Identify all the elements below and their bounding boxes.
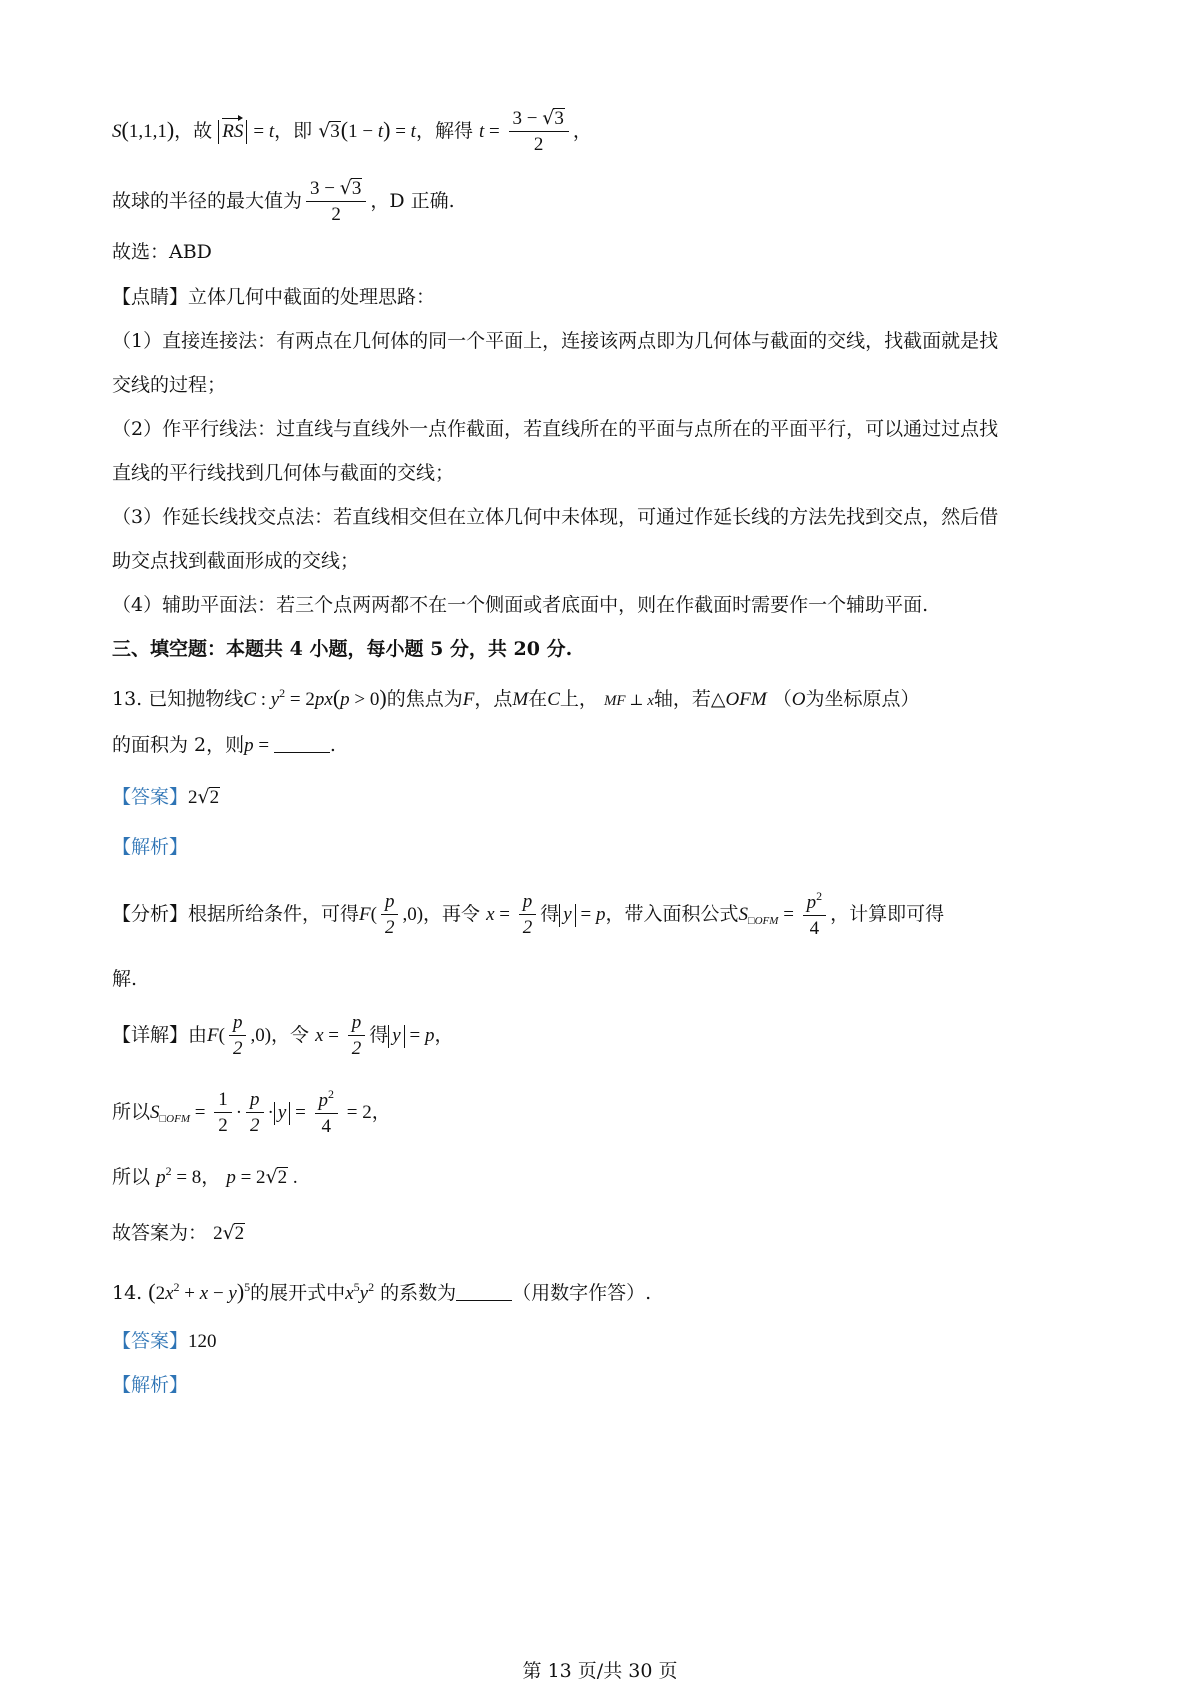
line-solution-t: S(1,1,1)，故 RS = t，即 √3(1 − t) = t，解得 t = $\frac{3 - √3}{2}$ ， — [112, 107, 592, 155]
question-13-cont: 的面积为 2，则p = . — [112, 734, 336, 756]
page-footer: 第 13 页/共 30 页 — [522, 1660, 678, 1682]
question-14: 14. $(2x^2 + x - y)^5$的展开式中$x^5y^2$ 的系数为 （用数字作答）. — [112, 1279, 652, 1304]
question-13: 13. 已知抛物线C : $y^2 = 2px(p > 0)$的焦点为F，点M在C上， MF ⊥ x轴，若△OFM （O为坐标原点） — [112, 685, 920, 710]
line-method-2-cont: 直线的平行线找到几何体与截面的交线； — [112, 462, 455, 484]
line-max-radius: 故球的半径的最大值为 $\frac{3 - √3}{2}$ ，D 正确. — [112, 177, 455, 225]
answer-13: 【答案】2√2 — [112, 786, 220, 808]
xiangjie-13-result: 所以 $p^2 = 8$， p = 2√2 . — [112, 1164, 298, 1188]
line-dianjing: 【点睛】立体几何中截面的处理思路： — [112, 286, 436, 308]
line-method-2: （2）作平行线法：过直线与直线外一点作截面，若直线所在的平面与点所在的平面平行，可以通过过点找 — [112, 418, 999, 440]
fenxi-13-cont: 解. — [112, 968, 138, 990]
xiangjie-13: 【详解】由F( $\frac{p}{2}$ ,0)，令 x = $\frac{p}{2}$ 得 y = p， — [112, 1012, 454, 1059]
xiangjie-13-area: 所以$S_{□OFM}$ = $\frac{1}{2}$ · $\frac{p}{2}$ · y = $\frac{p^2}{4}$ = 2， — [112, 1087, 391, 1137]
line-method-3-cont: 助交点找到截面形成的交线； — [112, 550, 360, 572]
line-method-1-cont: 交线的过程； — [112, 374, 227, 396]
text-ji: ，即 — [274, 119, 313, 142]
fraction-radius: $\frac{3 - √3}{2}$ — [306, 178, 366, 226]
fenxi-13: 【分析】根据所给条件，可得F( $\frac{p}{2}$ ,0)，再令 x = $\frac{p}{2}$ 得 y = p，带入面积公式$S_{□OFM}$ = $\frac{p^2}{4}$ ，计算即可得 — [112, 889, 945, 939]
section-heading: 三、填空题：本题共 4 小题，每小题 5 分，共 20 分. — [112, 638, 573, 660]
final-answer-13: 故答案为： 2√2 — [112, 1222, 245, 1244]
answer-blank-14 — [456, 1300, 512, 1301]
line-method-3: （3）作延长线找交点法：若直线相交但在立体几何中未体现，可通过作延长线的方法先找到交点，然后借 — [112, 506, 999, 528]
analysis-tag-14: 【解析】 — [112, 1374, 189, 1396]
line-method-1: （1）直接连接法：有两点在几何体的同一个平面上，连接该两点即为几何体与截面的交线，找截面就是找 — [112, 330, 999, 352]
answer-14: 【答案】120 — [112, 1330, 217, 1352]
line-method-4: （4）辅助平面法：若三个点两两都不在一个侧面或者底面中，则在作截面时需要作一个辅助平面. — [112, 594, 929, 616]
answer-tag: 【答案】 — [112, 786, 189, 808]
text-jiede: ，解得 — [415, 119, 473, 142]
text-gu: ，故 — [174, 119, 213, 142]
fraction-t: $\frac{3 - √3}{2}$ — [509, 108, 569, 156]
line-answer-choice: 故选：ABD — [112, 241, 212, 263]
analysis-tag-13: 【解析】 — [112, 836, 189, 858]
answer-blank — [274, 752, 330, 753]
